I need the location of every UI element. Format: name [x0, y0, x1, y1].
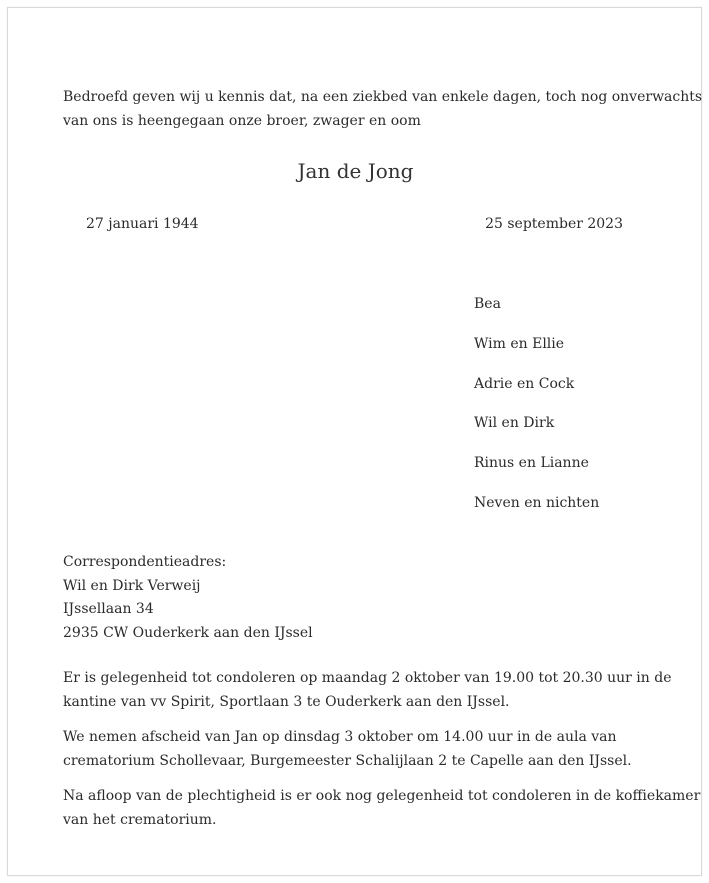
address-name: Wil en Dirk Verweij: [63, 577, 201, 594]
paragraph-line: Er is gelegenheid tot condoleren op maandag 2 oktober van 19.00 tot 20.30 uur in de: [63, 670, 672, 686]
announcement-card: [7, 7, 702, 876]
address-heading: Correspondentieadres:: [63, 554, 227, 570]
deceased-name: Jan de Jong: [297, 159, 414, 183]
farewell-paragraph: [63, 725, 663, 773]
family-member: Wim en Ellie: [474, 335, 565, 352]
intro-line: van ons is heengegaan onze broer, zwager en oom: [63, 113, 421, 129]
intro-line: Bedroefd geven wij u kennis dat, na een ziekbed van enkele dagen, toch nog onverwachts: [63, 89, 703, 105]
family-member: Adrie en Cock: [474, 375, 575, 392]
birth-date: 27 januari 1944: [86, 216, 199, 232]
correspondence-address: [63, 551, 313, 645]
after-ceremony-paragraph: [63, 784, 701, 832]
paragraph-line: kantine van vv Spirit, Sportlaan 3 te Ouderkerk aan den IJssel.: [63, 694, 510, 710]
condolence-paragraph: [63, 666, 672, 714]
death-date: 25 september 2023: [485, 216, 623, 232]
address-street: IJssellaan 34: [63, 601, 154, 617]
intro-text: [63, 85, 703, 133]
family-member: Bea: [474, 296, 501, 312]
paragraph-line: van het crematorium.: [63, 812, 217, 828]
family-list: [474, 292, 599, 531]
family-member: Neven en nichten: [474, 494, 600, 511]
family-member: Wil en Dirk: [474, 415, 555, 432]
paragraph-line: Na afloop van de plechtigheid is er ook nog gelegenheid tot condoleren in de koffiekamer: [63, 788, 701, 804]
family-member: Rinus en Lianne: [474, 455, 589, 472]
paragraph-line: crematorium Schollevaar, Burgemeester Schalijlaan 2 te Capelle aan den IJssel.: [63, 753, 632, 769]
address-city: 2935 CW Ouderkerk aan den IJssel: [63, 624, 313, 641]
paragraph-line: We nemen afscheid van Jan op dinsdag 3 oktober om 14.00 uur in de aula van: [63, 729, 617, 745]
